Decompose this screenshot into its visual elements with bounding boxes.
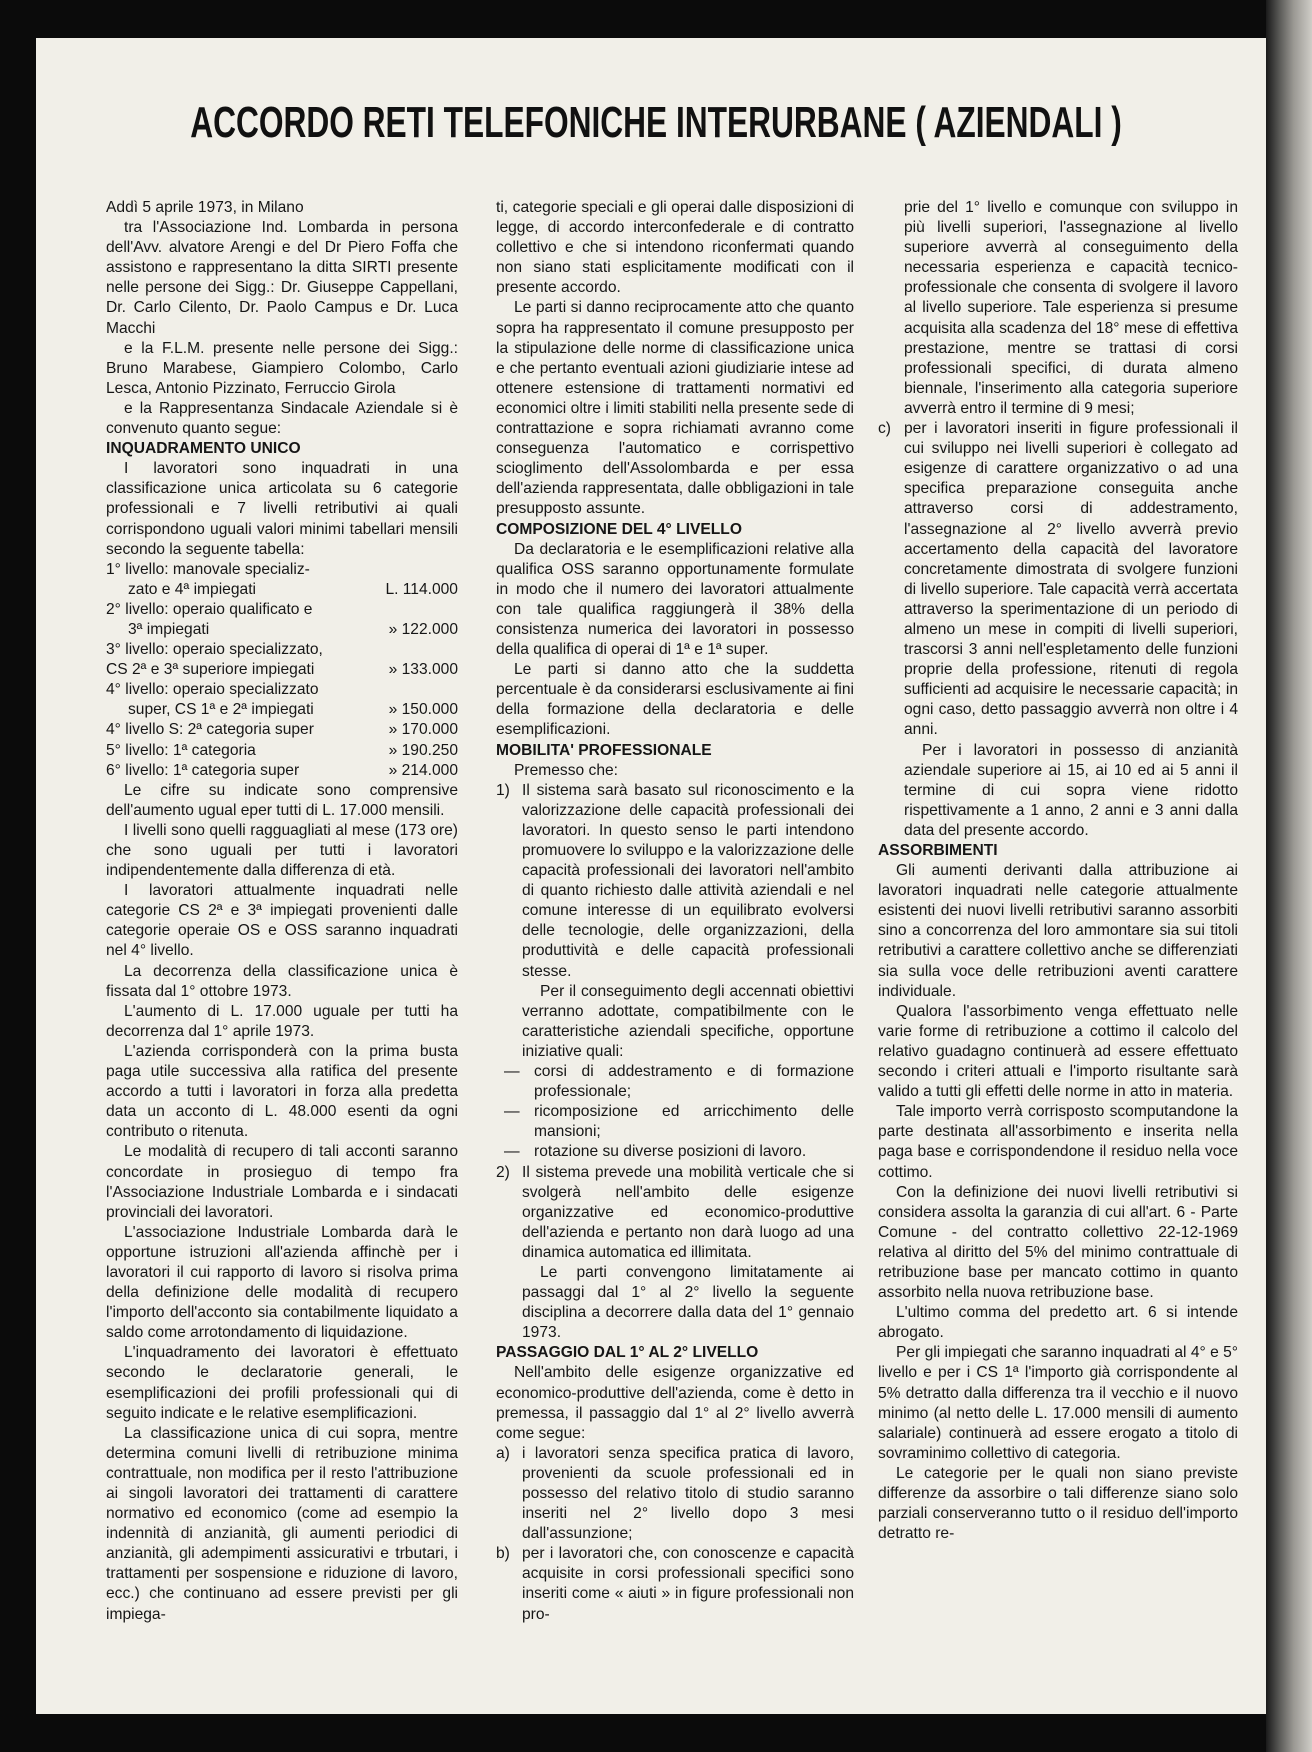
paragraph: L'inquadramento dei lavoratori è effettuato secondo le declaratorie generali, le esemplificazioni dei profili professionali qui di seguito indicate e le relative esemplificazioni. — [106, 1344, 458, 1422]
level-pay — [370, 560, 458, 580]
list-item-text: per i lavoratori inseriti in figure professionali il cui sviluppo nei livelli superiori è collegato ad esigenze di carattere organizzativo o ad una specifica preparazione conseguita anche attraverso corsi di addestramento, l'assegnazione al 2° livello avverrà previo accertamento della capacità del lavoratore concretamente dimostrata di svolgere funzioni di livello superiore. Tale capacità verrà accertata attraverso la sperimentazione di un periodo di almeno un mese in compiti di livelli superiori, trascorsi 3 anni nell'espletamento delle funzioni proprie della professione, ritenuti di regola sufficienti ad acquisire le necessarie capacità; in ogni caso, detto passaggio avverrà non oltre i 4 anni. — [904, 420, 1238, 739]
paragraph: Qualora l'assorbimento venga effettuato nelle varie forme di retribuzione a cottimo il calcolo del relativo guadagno continuerà ad essere effettuato secondo i criteri attuali e l'importo risultante sarà valido a tutti gli effetti delle norme in atto in materia. — [878, 1002, 1238, 1101]
paragraph: La classificazione unica di cui sopra, mentre determina comuni livelli di retribuzione minima contrattuale, non modifica per il resto l'attribuzione ai singoli lavoratori dei trattamenti di carattere normativo ed economico (come ad esempio la indennità di anzianità, gli aumenti periodici di anzianità, gli adempimenti assicurativi e trbutari, i trattamenti per sospensione e riduzione di lavoro, ecc.) che continuano ad essere previsti per gli impiega- — [106, 1424, 458, 1623]
column-2 — [496, 198, 854, 1625]
section-heading: INQUADRAMENTO UNICO — [106, 440, 301, 458]
paragraph: Le parti convengono limitatamente ai passaggi dal 1° al 2° livello la seguente disciplina a decorrere dalla data del 1° gennaio 1973. — [522, 1263, 854, 1342]
paragraph: Le categorie per le quali non siano previste differenze da assorbire o tali differenze siano solo parziali conserveranno tutto o il residuo dell'importo detratto re- — [878, 1464, 1238, 1543]
list-item-text: per i lavoratori che, con conoscenze e capacità acquisite in corsi professionali specifici sono inseriti come « aiuti » in figure professionali non pro- — [522, 1545, 854, 1623]
section-heading: COMPOSIZIONE DEL 4° LIVELLO — [496, 520, 742, 538]
dash-item-text: rotazione su diverse posizioni di lavoro. — [534, 1143, 807, 1161]
pay-level-row — [106, 660, 458, 680]
level-pay — [370, 600, 458, 620]
paragraph: L'associazione Industriale Lombarda darà le opportune istruzioni all'azienda affinchè per i lavoratori il cui rapporto di lavoro si risolva prima della definizione delle modalità di recupero l'importo dell'acconto sia contabilmente liquidato a saldo come arrotondamento di liquidazione. — [106, 1223, 458, 1342]
pay-level-row — [106, 600, 458, 620]
pay-levels-table — [106, 560, 458, 781]
paragraph: Per i lavoratori in possesso di anzianità aziendale superiore ai 15, ai 10 ed ai 5 anni il termine di cui sopra viene ridotto rispettivamente a 1 anno, 2 anni e 3 anni dalla data del presente accordo. — [904, 741, 1238, 839]
level-pay: » 122.000 — [388, 620, 458, 638]
paragraph: tra l'Associazione Ind. Lombarda in persona dell'Avv. alvatore Arengi e del Dr Piero Foffa che assistono e rappresentano la ditta SIRTI presente nelle persone dei Sigg.: Dr. Giuseppe Cappellani, Dr. Carlo Cilento, Dr. Paolo Campus e Dr. Luca Macchi — [106, 219, 458, 337]
level-pay: L. 114.000 — [385, 580, 458, 598]
level-label: 5° livello: 1ª categoria — [106, 741, 256, 759]
dash-marker: — — [504, 1103, 520, 1121]
level-label: CS 2ª e 3ª superiore impiegati — [106, 661, 315, 679]
level-label: 4° livello: operaio specializzato — [106, 681, 319, 699]
list-marker: b) — [496, 1545, 510, 1563]
paragraph: Le parti si danno reciprocamente atto che quanto sopra ha rappresentato il comune presupposto per la stipulazione delle norme di classificazione unica e che pertanto eventuali azioni giudiziarie intese ad ottenere estensione di trattamenti normativi ed economici oltre i limiti stabiliti nella presente sede di contrattazione e sopra richiamati avranno come conseguenza l'automatico e corrispettivo scioglimento dell'Assolombarda e per essa dell'azienda rappresentata, dalle obbligazioni in tale presupposto assunte. — [496, 299, 854, 518]
list-item-text: Il sistema sarà basato sul riconoscimento e la valorizzazione delle capacità professionali dei lavoratori. In questo senso le parti intendono promuovere lo sviluppo e la valorizzazione delle capacità professionali dei lavoratori nell'ambito di quanto richiesto dalle attività aziendali e nel comune interesse di un equilibrato evolversi delle tecnologie, delle organizzazioni, della produttività e delle capacità professionali stesse. — [522, 781, 854, 980]
pay-level-row — [106, 560, 458, 580]
pay-level-row — [106, 720, 458, 740]
paragraph: L'aumento di L. 17.000 uguale per tutti ha decorrenza dal 1° aprile 1973. — [106, 1002, 458, 1040]
dash-item — [496, 1102, 854, 1142]
level-pay: » 214.000 — [388, 761, 458, 779]
page-title: ACCORDO RETI TELEFONICHE INTERURBANE ( AZIENDALI ) — [190, 98, 1122, 147]
paragraph: Le modalità di recupero di tali acconti saranno concordate in prosieguo di tempo fra l'Associazione Industriale Lombarda e i sindacati provinciali dei lavoratori. — [106, 1143, 458, 1221]
paragraph: e la Rappresentanza Sindacale Aziendale si è convenuto quanto segue: — [106, 399, 458, 438]
dash-item — [496, 1142, 854, 1162]
column-1 — [106, 198, 458, 1625]
paragraph: I livelli sono quelli ragguagliati al mese (173 ore) che sono uguali per tutti i lavoratori indipendentemente dalla differenza di età. — [106, 821, 458, 880]
dash-marker: — — [504, 1143, 520, 1161]
pay-level-row — [106, 620, 458, 640]
level-label: 1° livello: manovale specializ- — [106, 560, 310, 578]
paragraph: Addì 5 aprile 1973, in Milano — [106, 199, 304, 216]
level-label: 6° livello: 1ª categoria super — [106, 761, 300, 779]
paragraph: Per gli impiegati che saranno inquadrati al 4° e 5° livello e per i CS 1ª l'importo già corrispondente al 5% detratto dalla differenza tra il vecchio e il nuovo minimo (al netto delle L. 17.000 mensili di aumento salariale) continuerà ad essere erogato a titolo di sovraminimo collettivo di categoria. — [878, 1344, 1238, 1462]
dash-item-text: ricomposizione ed arricchimento delle mansioni; — [534, 1103, 854, 1141]
pay-level-row — [106, 700, 458, 720]
level-label: 4° livello S: 2ª categoria super — [106, 721, 314, 739]
book-spine-edge — [1266, 0, 1312, 1752]
list-marker: 1) — [496, 781, 510, 799]
paragraph: Gli aumenti derivanti dalla attribuzione ai lavoratori inquadrati nelle categorie attualmente esistenti dei nuovi livelli retributivi saranno assorbiti sino a concorrenza del loro ammontare sia sui titoli retributivi a carattere collettivo anche se differenziati sia sulla voce delle retribuzioni aventi carattere individuale. — [878, 862, 1238, 1000]
level-pay: » 150.000 — [388, 701, 458, 719]
pay-level-row — [106, 741, 458, 761]
paragraph: e la F.L.M. presente nelle persone dei Sigg.: Bruno Marabese, Giampiero Colombo, Carlo Lesca, Antonio Pizzinato, Ferruccio Girola — [106, 339, 458, 397]
level-label: zato e 4ª impiegati — [128, 580, 256, 598]
paragraph: Da declaratoria e le esemplificazioni relative alla qualifica OSS saranno opportunamente formulate in modo che il numero dei lavoratori attualmente con tale qualifica raggiungerà il 38% della consistenza numerica dei lavoratori in possesso della qualifica di operai di 1ª e 1ª super. — [496, 540, 854, 659]
paragraph: prie del 1° livello e comunque con sviluppo in più livelli superiori, l'assegnazione al livello superiore avverrà al conseguimento della necessaria esperienza e capacità tecnico-professionale che consenta di svolgere il lavoro al livello superiore. Tale esperienza si presume acquisita alla scadenza del 18° mese di effettiva prestazione, mentre se trattasi di corsi professionali specifici, di durata almeno biennale, l'inserimento alla categoria superiore avverrà entro il termine di 9 mesi; — [904, 199, 1238, 417]
list-item — [496, 781, 854, 982]
list-item — [878, 419, 1238, 741]
dash-item — [496, 1062, 854, 1102]
level-label: 3° livello: operaio specializzato, — [106, 641, 323, 659]
pay-level-row — [106, 580, 458, 600]
section-heading: MOBILITA' PROFESSIONALE — [496, 741, 712, 759]
paragraph: ti, categorie speciali e gli operai dalle disposizioni di legge, di accordo interconfederale e di contratto collettivo e che si intendono riconfermati quando non siano stati esplicitamente modificati con il presente accordo. — [496, 199, 854, 297]
paragraph: Le parti si danno atto che la suddetta percentuale è da considerarsi esclusivamente ai fini della formazione della declaratoria e delle esemplificazioni. — [496, 661, 854, 739]
list-item — [496, 1444, 854, 1544]
list-item — [496, 1163, 854, 1263]
section-heading: PASSAGGIO DAL 1° AL 2° LIVELLO — [496, 1344, 759, 1362]
paragraph: Nell'ambito delle esigenze organizzative ed economico-produttive dell'azienda, come è detto in premessa, il passaggio dal 1° al 2° livello avverrà come segue: — [496, 1364, 854, 1442]
level-pay: » 190.250 — [388, 741, 458, 759]
list-marker: c) — [878, 420, 891, 438]
list-marker: 2) — [496, 1163, 510, 1181]
pay-level-row — [106, 680, 458, 700]
paragraph: La decorrenza della classificazione unica è fissata dal 1° ottobre 1973. — [106, 962, 458, 1000]
level-pay: » 133.000 — [388, 661, 458, 679]
level-label: super, CS 1ª e 2ª impiegati — [128, 701, 314, 719]
paragraph: Le cifre su indicate sono comprensive dell'aumento ugual eper tutti di L. 17.000 mensili. — [106, 781, 458, 819]
level-label: 2° livello: operaio qualificato e — [106, 600, 313, 618]
paragraph: I lavoratori sono inquadrati in una classificazione unica articolata su 6 categorie professionali e 7 livelli retributivi ai quali corrispondono uguali valori minimi tabellari mensili secondo la seguente tabella: — [106, 460, 458, 558]
paragraph: Premesso che: — [514, 761, 619, 779]
level-label: 3ª impiegati — [128, 620, 210, 638]
dash-item-text: corsi di addestramento e di formazione professionale; — [534, 1063, 854, 1101]
level-pay — [370, 640, 458, 660]
paragraph: Con la definizione dei nuovi livelli retributivi si considera assolta la garanzia di cui all'art. 6 - Parte Comune - del contratto collettivo 22-12-1969 relativa al diritto del 5% del minimo contrattuale di retribuzione base per mancato cottimo in quanto assorbito nella nuova retribuzione base. — [878, 1183, 1238, 1302]
pay-level-row — [106, 761, 458, 781]
level-pay — [370, 680, 458, 700]
column-3 — [878, 198, 1238, 1544]
paragraph: L'ultimo comma del predetto art. 6 si intende abrogato. — [878, 1304, 1238, 1342]
paragraph: L'azienda corrisponderà con la prima busta paga utile successiva alla ratifica del presente accordo a tutti i lavoratori in forza alla predetta data un acconto di L. 48.000 esenti da ogni contributo o ritenuta. — [106, 1042, 458, 1141]
paragraph: Per il conseguimento degli accennati obiettivi verranno adottate, compatibilmente con le caratteristiche aziendali specifiche, opportune iniziative quali: — [522, 982, 854, 1060]
paragraph: I lavoratori attualmente inquadrati nelle categorie CS 2ª e 3ª impiegati provenienti dalle categorie operaie OS e OSS saranno inquadrati nel 4° livello. — [106, 882, 458, 960]
list-item — [496, 1544, 854, 1624]
pay-level-row — [106, 640, 458, 660]
list-item-text: Il sistema prevede una mobilità verticale che si svolgerà nell'ambito delle esigenze organizzative ed economico-produttive dell'azienda e pertanto non darà luogo ad una dinamica automatica ed illimitata. — [522, 1163, 854, 1261]
list-marker: a) — [496, 1444, 510, 1462]
paragraph: Tale importo verrà corrisposto scomputandone la parte destinata all'assorbimento e inserita nella paga base e corrispondendone il residuo nella voce cottimo. — [878, 1103, 1238, 1181]
level-pay: » 170.000 — [388, 721, 458, 739]
section-heading: ASSORBIMENTI — [878, 842, 998, 859]
dash-marker: — — [504, 1063, 520, 1081]
list-item-text: i lavoratori senza specifica pratica di lavoro, provenienti da scuole professionali ed in possesso del relativo titolo di studio saranno inseriti nel 2° livello dopo 3 mesi dall'assunzione; — [522, 1444, 854, 1543]
